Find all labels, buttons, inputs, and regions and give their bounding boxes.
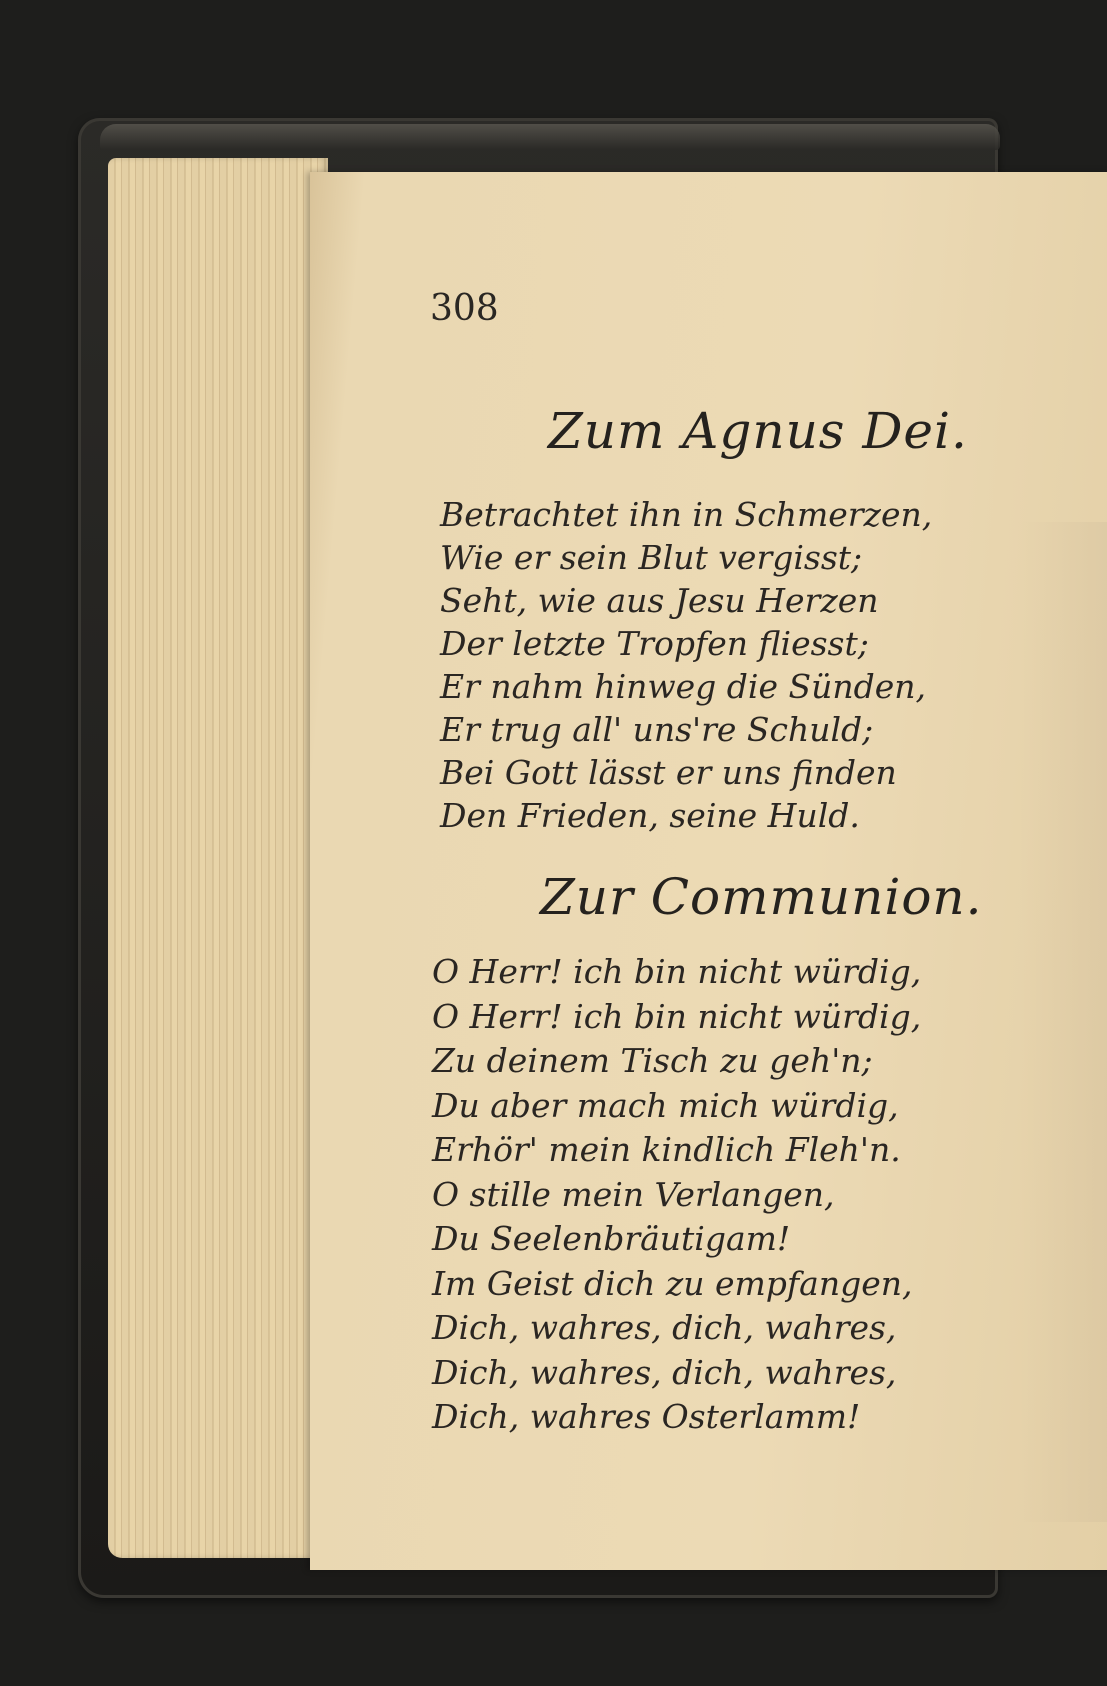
section-title-agnus-dei: Zum Agnus Dei. [548, 402, 968, 460]
verse-line: Bei Gott lässt er uns finden [440, 753, 897, 792]
verse-communion [432, 950, 921, 1440]
book-cover-edge [100, 124, 1000, 150]
section-title-communion: Zur Communion. [540, 868, 983, 926]
verse-line: Er trug all' uns're Schuld; [440, 710, 874, 749]
verse-line: O stille mein Verlangen, [432, 1174, 835, 1214]
show-through-shadow [1020, 522, 1107, 1522]
verse-line: Du aber mach mich würdig, [432, 1085, 899, 1125]
verse-line: O Herr! ich bin nicht würdig, [432, 952, 922, 991]
verse-line: Dich, wahres Osterlamm! [432, 1397, 861, 1436]
page-number: 308 [430, 288, 499, 329]
verse-line: Dich, wahres, dich, wahres, [432, 1308, 897, 1347]
verse-line: Du Seelenbräutigam! [432, 1219, 791, 1258]
verse-line: Im Geist dich zu empfangen, [432, 1263, 913, 1303]
verse-line: Dich, wahres, dich, wahres, [432, 1352, 897, 1392]
verse-agnus-dei [440, 493, 932, 837]
verse-line: Zu deinem Tisch zu geh'n; [432, 1041, 873, 1080]
verse-line: Betrachtet ihn in Schmerzen, [440, 495, 933, 534]
verse-line: Den Frieden, seine Huld. [440, 796, 860, 835]
verse-line: Seht, wie aus Jesu Herzen [440, 581, 879, 620]
verse-line: Der letzte Tropfen fliesst; [440, 624, 869, 663]
page-stack [108, 158, 328, 1558]
verse-line: Er nahm hinweg die Sünden, [440, 667, 926, 706]
verse-line: Wie er sein Blut vergisst; [440, 538, 863, 577]
verse-line: Erhör' mein kindlich Fleh'n. [432, 1130, 901, 1169]
verse-line: O Herr! ich bin nicht würdig, [432, 996, 922, 1036]
